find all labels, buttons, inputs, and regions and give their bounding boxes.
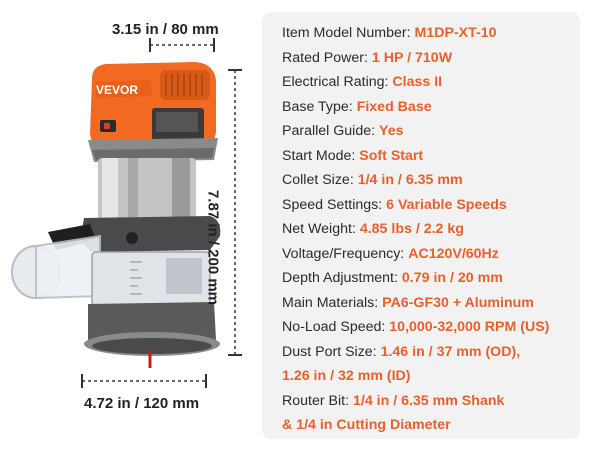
spec-row (282, 392, 504, 410)
spec-row (282, 147, 423, 165)
spec-row (282, 98, 432, 116)
spec-label: Dust Port Size: (282, 343, 377, 360)
spec-value: 0.79 in / 20 mm (401, 270, 503, 286)
brand-logo: VEVOR (96, 83, 139, 97)
spec-row (282, 343, 520, 361)
spec-value: Fixed Base (356, 98, 432, 115)
spec-row (282, 294, 534, 312)
spec-label: Parallel Guide: (282, 123, 376, 139)
spec-label: Electrical Rating: (282, 74, 389, 90)
spec-value: M1DP-XT-10 (414, 25, 497, 41)
spec-row (282, 24, 496, 42)
spec-label: Item Model Number: (282, 25, 411, 41)
base-dimension-label: 4.72 in / 120 mm (84, 395, 200, 412)
spec-value: Yes (379, 123, 404, 139)
height-dimension-label: 7.87 in / 200 mm (204, 189, 222, 306)
spec-value: PA6-GF30 + Aluminum (382, 294, 534, 311)
spec-row (282, 73, 442, 91)
spec-row-continued (282, 367, 411, 385)
spec-label: Start Mode: (282, 147, 356, 164)
spec-label: No-Load Speed: (282, 319, 386, 335)
spec-value: 1/4 in / 6.35 mm Shank (352, 392, 505, 409)
spec-label: Router Bit: (282, 392, 350, 409)
spec-row (282, 122, 403, 140)
spec-panel (262, 12, 580, 439)
spec-row (282, 269, 503, 287)
spec-row (282, 49, 452, 67)
spec-label: Depth Adjustment: (282, 270, 398, 286)
spec-value: 1 HP / 710W (371, 49, 453, 66)
spec-row (282, 245, 499, 263)
spec-value: AC120V/60Hz (408, 245, 499, 262)
spec-row (282, 171, 463, 189)
spec-value: & 1/4 in Cutting Diameter (282, 417, 451, 433)
spec-label: Net Weight: (282, 221, 356, 237)
spec-value: 4.85 lbs / 2.2 kg (359, 221, 464, 237)
spec-value: 1.46 in / 37 mm (OD), (380, 343, 521, 360)
spec-value: Class II (392, 74, 443, 90)
spec-row (282, 196, 507, 214)
spec-label: Speed Settings: (282, 196, 383, 213)
spec-row (282, 220, 464, 238)
spec-label: Collet Size: (282, 172, 354, 188)
width-dimension-label: 3.15 in / 80 mm (112, 21, 219, 38)
spec-label: Rated Power: (282, 49, 368, 66)
spec-label: Base Type: (282, 98, 353, 115)
spec-value: 1/4 in / 6.35 mm (357, 172, 463, 188)
spec-row-continued (282, 416, 451, 434)
spec-value: 10,000-32,000 RPM (US) (389, 319, 550, 335)
spec-label: Main Materials: (282, 294, 379, 311)
spec-label: Voltage/Frequency: (282, 245, 405, 262)
spec-value: 6 Variable Speeds (386, 196, 507, 213)
spec-row (282, 318, 549, 336)
spec-value: 1.26 in / 32 mm (ID) (282, 368, 411, 384)
spec-value: Soft Start (359, 147, 424, 164)
